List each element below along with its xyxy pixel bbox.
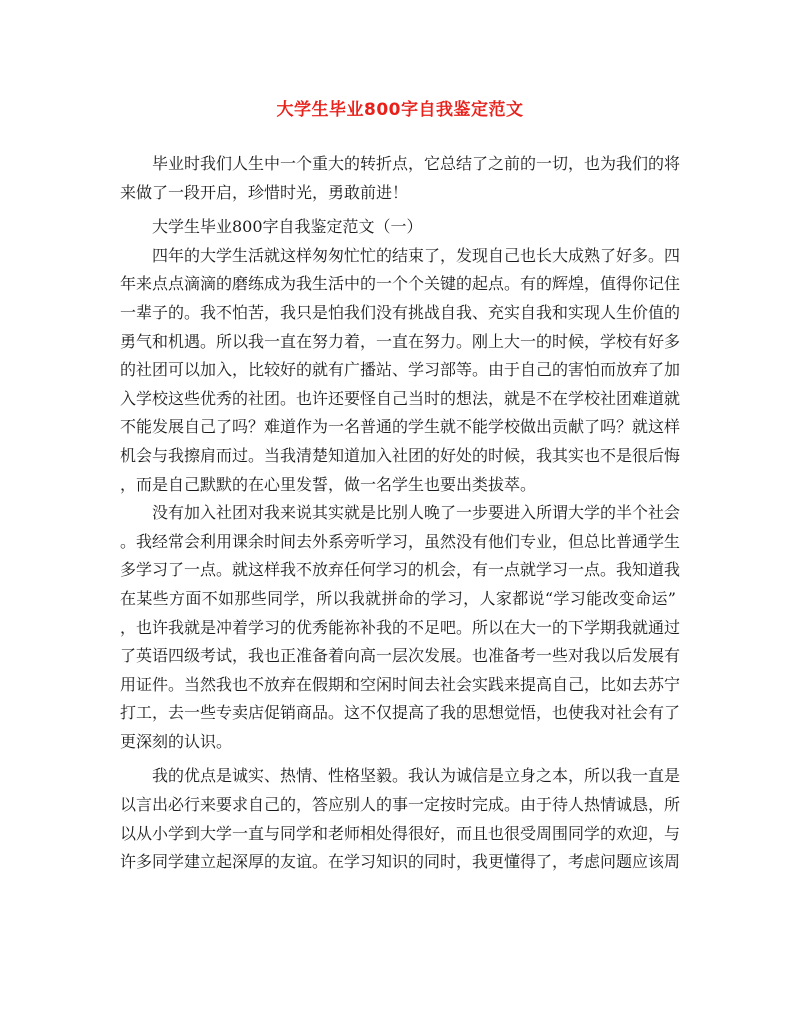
text-line: 以言出必行来要求自己的，答应别人的事一定按时完成。由于待人热情诚恳，所 bbox=[120, 795, 681, 815]
text-line: 我的优点是诚实、热情、性格坚毅。我认为诚信是立身之本，所以我一直是 bbox=[152, 766, 681, 786]
document-body bbox=[120, 150, 681, 877]
paragraph bbox=[120, 499, 681, 756]
text-line: 更深刻的认识。 bbox=[120, 731, 233, 751]
text-line: 打工，去一些专卖店促销商品。这不仅提高了我的思想觉悟，也使我对社会有了 bbox=[120, 703, 681, 723]
text-line: 年来点点滴滴的磨练成为我生活中的一个个关键的起点。有的辉煌，值得你记住 bbox=[120, 274, 681, 294]
text-line: 入学校这些优秀的社团。也许还要怪自己当时的想法，就是不在学校社团难道就 bbox=[120, 388, 681, 408]
paragraph bbox=[120, 150, 681, 207]
text-line: 。我经常会利用课余时间去外系旁听学习，虽然没有他们专业，但总比普通学生 bbox=[120, 531, 681, 551]
text-line: 用证件。当然我也不放弃在假期和空闲时间去社会实践来提高自己，比如去苏宁 bbox=[120, 674, 681, 694]
text-line: 四年的大学生活就这样匆匆忙忙的结束了，发现自己也长大成熟了好多。四 bbox=[152, 245, 681, 265]
text-line: 的社团可以加入，比较好的就有广播站、学习部等。由于自己的害怕而放弃了加 bbox=[120, 360, 681, 380]
section-subtitle bbox=[120, 213, 676, 242]
text-line: 不能发展自己了吗？难道作为一名普通的学生就不能学校做出贡献了吗？就这样 bbox=[120, 417, 681, 437]
text-line: 机会与我擦肩而过。当我清楚知道加入社团的好处的时候，我其实也不是很后悔 bbox=[120, 445, 681, 465]
text-line: 来做了一段开启，珍惜时光，勇敢前进！ bbox=[120, 182, 409, 202]
text-line: 以从小学到大学一直与同学和老师相处得很好，而且也很受周围同学的欢迎，与 bbox=[120, 823, 681, 843]
text-line: 一辈子的。我不怕苦，我只是怕我们没有挑战自我、充实自我和实现人生价值的 bbox=[120, 302, 681, 322]
text-line: 勇气和机遇。所以我一直在努力着，一直在努力。刚上大一的时候，学校有好多 bbox=[120, 331, 681, 351]
text-line: 了英语四级考试，我也正准备着向高一层次发展。也准备考一些对我以后发展有 bbox=[120, 646, 681, 666]
document-title: 大学生毕业800字自我鉴定范文 bbox=[276, 100, 524, 120]
paragraph bbox=[120, 242, 681, 499]
text-line: 没有加入社团对我来说其实就是比别人晚了一步要进入所谓大学的半个社会 bbox=[152, 503, 681, 523]
text-line: 在某些方面不如那些同学，所以我就拼命的学习，人家都说“学习能改变命运” bbox=[120, 588, 676, 608]
text-line: 毕业时我们人生中一个重大的转折点，它总结了之前的一切，也为我们的将 bbox=[152, 154, 681, 173]
text-line: ，也许我就是冲着学习的优秀能祢补我的不足吧。所以在大一的下学期我就通过 bbox=[120, 617, 681, 637]
text-line: ，而是自己默默的在心里发誓，做一名学生也要出类拔萃。 bbox=[120, 474, 537, 494]
paragraph bbox=[120, 762, 681, 876]
text-line: 大学生毕业800字自我鉴定范文（一） bbox=[152, 217, 423, 237]
text-line: 许多同学建立起深厚的友谊。在学习知识的同时，我更懂得了，考虑问题应该周 bbox=[120, 852, 681, 872]
text-line: 多学习了一点。就这样我不放弃任何学习的机会，有一点就学习一点。我知道我 bbox=[120, 560, 681, 580]
